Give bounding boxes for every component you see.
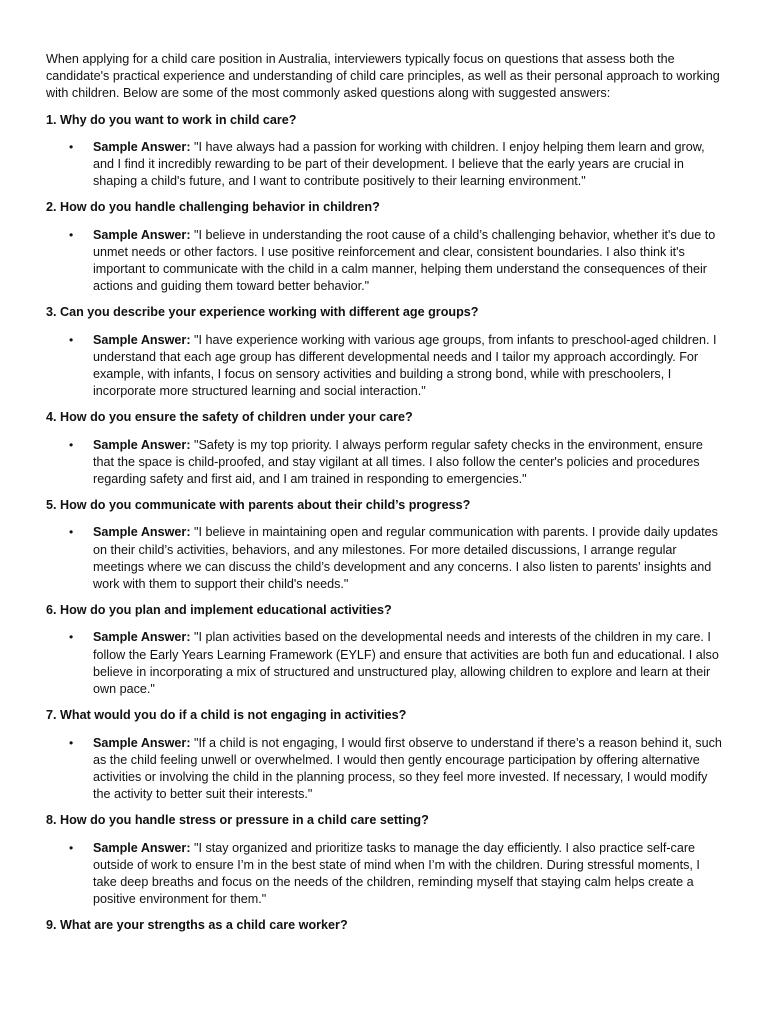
answer-list xyxy=(46,735,722,804)
bullet-icon: • xyxy=(69,630,74,645)
question-heading: 4. How do you ensure the safety of children under your care? xyxy=(46,410,413,425)
list-item xyxy=(46,139,722,191)
question-heading: 9. What are your strengths as a child care worker? xyxy=(46,918,348,933)
list-item xyxy=(46,629,722,698)
question-heading: 2. How do you handle challenging behavior in children? xyxy=(46,200,380,215)
list-item xyxy=(46,227,722,296)
answer-list xyxy=(46,227,722,296)
question-heading: 1. Why do you want to work in child care? xyxy=(46,112,297,127)
answer-text: "I believe in understanding the root cause of a child’s challenging behavior, whether it's due to unmet needs or other factors. I use positive reinforcement and clear, consistent boundaries. I also think it's important to communicate with the child in a calm manner, helping them understand the consequences of their actions and guiding them toward better behavior." xyxy=(93,227,716,294)
bullet-icon: • xyxy=(69,735,74,750)
answer-text: "I have experience working with various age groups, from infants to preschool-aged children. I understand that each age group has different developmental needs and I tailor my approach accordingly. For example, with infants, I focus on sensory activities and building a strong bond, while with preschoolers, I incorporate more structured learning and social interaction." xyxy=(93,332,717,399)
bullet-icon: • xyxy=(69,840,74,855)
question-heading: 5. How do you communicate with parents about their child’s progress? xyxy=(46,498,471,513)
bullet-icon: • xyxy=(69,437,74,452)
answer-label: Sample Answer: xyxy=(93,630,191,645)
answer-list xyxy=(46,332,722,401)
answer-label: Sample Answer: xyxy=(93,525,191,540)
answer-label: Sample Answer: xyxy=(93,332,191,347)
question-heading: 3. Can you describe your experience working with different age groups? xyxy=(46,305,479,320)
answer-label: Sample Answer: xyxy=(93,227,191,242)
bullet-icon: • xyxy=(69,139,74,154)
list-item xyxy=(46,840,722,909)
answer-list xyxy=(46,139,722,191)
answer-label: Sample Answer: xyxy=(93,437,191,452)
answer-text: "If a child is not engaging, I would first observe to understand if there’s a reason behind it, such as the child feeling unwell or overwhelmed. I would then gently encourage participation by offering alternative activities or involving the child in the planning process, so they feel more invested. If necessary, I would modify the activity to better suit their interests." xyxy=(93,735,722,802)
qa-list xyxy=(46,112,722,935)
list-item xyxy=(46,332,722,401)
answer-text: "I plan activities based on the developmental needs and interests of the children in my care. I follow the Early Years Learning Framework (EYLF) and ensure that activities are both fun and educational. I also believe in incorporating a mix of structured and unstructured play, allowing children to explore and learn at their own pace." xyxy=(93,630,719,697)
question-heading: 6. How do you plan and implement educational activities? xyxy=(46,603,392,618)
answer-text: "I have always had a passion for working with children. I enjoy helping them learn and grow, and I find it incredibly rewarding to be part of their development. I believe that the early years are crucial in shaping a child's future, and I want to contribute positively to their learning environment." xyxy=(93,139,705,189)
list-item xyxy=(46,437,722,489)
answer-text: "I believe in maintaining open and regular communication with parents. I provide daily updates on their child’s activities, behaviors, and any milestones. For more detailed discussions, I arrange regular meetings where we can discuss the child’s development and any concerns. I also listen to parents' insights and work with them to support their child's needs." xyxy=(93,525,718,592)
bullet-icon: • xyxy=(69,525,74,540)
answer-list xyxy=(46,437,722,489)
list-item xyxy=(46,524,722,593)
question-heading: 7. What would you do if a child is not engaging in activities? xyxy=(46,708,407,723)
answer-text: "I stay organized and prioritize tasks to manage the day efficiently. I also practice self-care outside of work to ensure I’m in the best state of mind when I’m with the children. During stressful moments, I take deep breaths and focus on the needs of the children, reminding myself that staying calm helps create a positive environment for them." xyxy=(93,840,700,907)
answer-label: Sample Answer: xyxy=(93,735,191,750)
answer-label: Sample Answer: xyxy=(93,840,191,855)
answer-list xyxy=(46,629,722,698)
answer-list xyxy=(46,524,722,593)
answer-label: Sample Answer: xyxy=(93,139,191,154)
list-item xyxy=(46,735,722,804)
bullet-icon: • xyxy=(69,332,74,347)
bullet-icon: • xyxy=(69,227,74,242)
question-heading: 8. How do you handle stress or pressure in a child care setting? xyxy=(46,813,429,828)
answer-list xyxy=(46,840,722,909)
answer-text: "Safety is my top priority. I always perform regular safety checks in the environment, ensure that the space is child-proofed, and stay vigilant at all times. I also follow the center's policies and procedures regarding safety and first aid, and I am trained in responding to emergencies." xyxy=(93,437,703,487)
intro-paragraph: When applying for a child care position in Australia, interviewers typically focus on questions that assess both the candidate's practical experience and understanding of child care principles, as well as their personal approach to working with children. Below are some of the most commonly asked questions along with suggested answers: xyxy=(46,52,720,101)
